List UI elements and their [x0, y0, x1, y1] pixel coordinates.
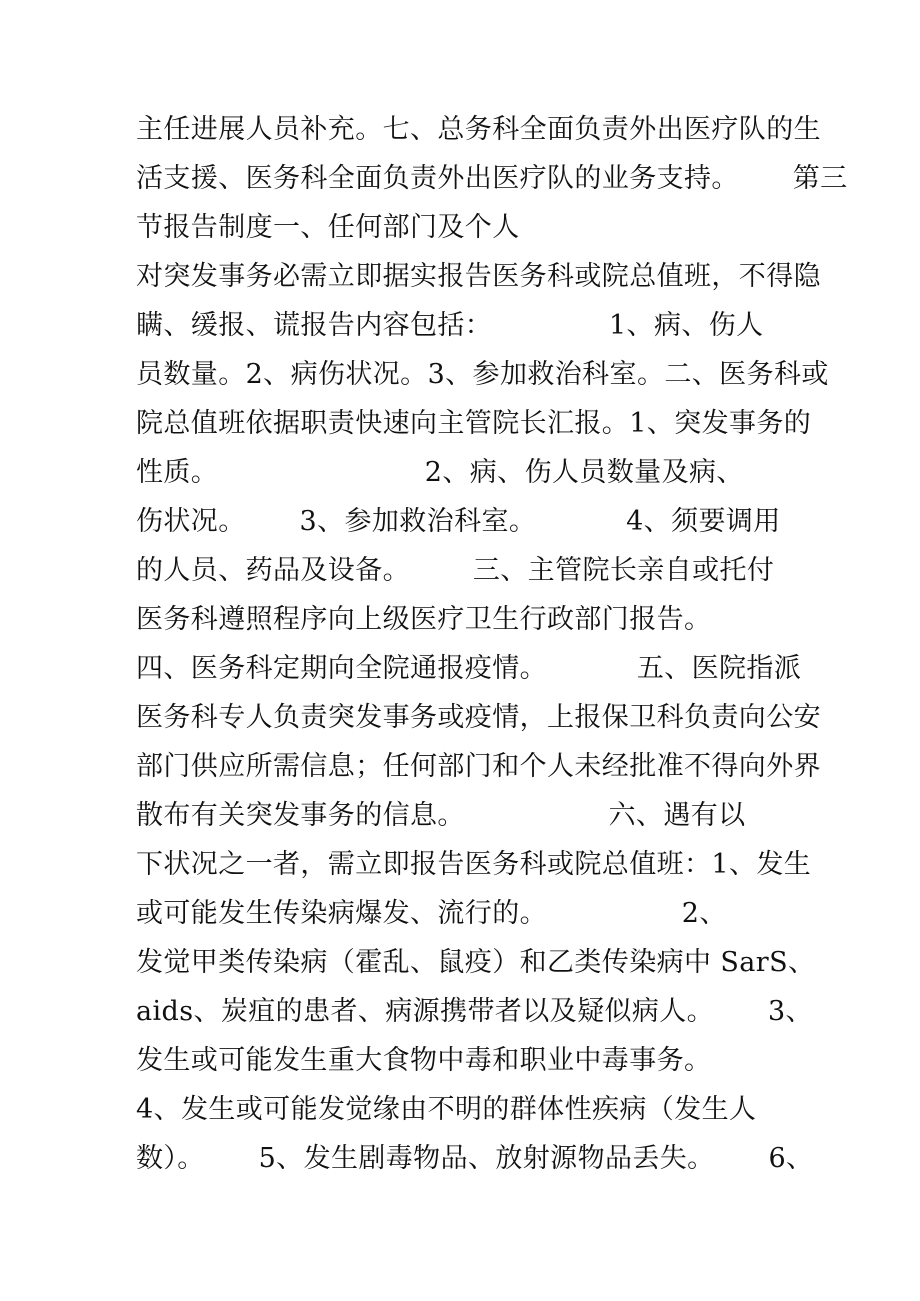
text-line: 主任进展人员补充。七、总务科全面负责外出医疗队的生 [136, 114, 821, 145]
text-line: 散布有关突发事务的信息。 六、遇有以 [136, 800, 746, 831]
text-line: 员数量。2、病伤状况。3、参加救治科室。二、医务科或 [136, 359, 829, 390]
text-line: 医务科专人负责突发事务或疫情，上报保卫科负责向公安 [136, 702, 821, 733]
text-line: 或可能发生传染病爆发、流行的。 2、 [136, 898, 727, 929]
text-line: 发生或可能发生重大食物中毒和职业中毒事务。 [136, 1045, 712, 1076]
text-line: 四、医务科定期向全院通报疫情。 五、医院指派 [136, 653, 802, 684]
text-line: 院总值班依据职责快速向主管院长汇报。1、突发事务的 [136, 408, 812, 439]
text-line: 对突发事务必需立即据实报告医务科或院总值班，不得隐 [136, 261, 821, 292]
text-line: 下状况之一者，需立即报告医务科或院总值班：1、发生 [136, 849, 812, 880]
text-line: 的人员、药品及设备。 三、主管院长亲自或托付 [136, 555, 775, 586]
text-line: aids、炭疽的患者、病源携带者以及疑似病人。 3、 [136, 996, 813, 1027]
text-line: 瞒、缓报、谎报告内容包括： 1、病、伤人 [136, 310, 764, 341]
text-line: 性质。 2、病、伤人员数量及病、 [136, 457, 744, 488]
text-line: 4、发生或可能发觉缘由不明的群体性疾病（发生人 [136, 1094, 757, 1125]
text-line: 节报告制度一、任何部门及个人 [136, 212, 520, 243]
text-line: 数）。 5、发生剧毒物品、放射源物品丢失。 6、 [136, 1143, 814, 1174]
text-line: 活支援、医务科全面负责外出医疗队的业务支持。 第三 [136, 163, 848, 194]
text-line: 发觉甲类传染病（霍乱、鼠疫）和乙类传染病中 SarS、 [136, 947, 816, 978]
text-line: 部门供应所需信息；任何部门和个人未经批准不得向外界 [136, 751, 821, 782]
text-line: 伤状况。 3、参加救治科室。 4、须要调用 [136, 506, 781, 537]
text-line: 医务科遵照程序向上级医疗卫生行政部门报告。 [136, 604, 712, 635]
